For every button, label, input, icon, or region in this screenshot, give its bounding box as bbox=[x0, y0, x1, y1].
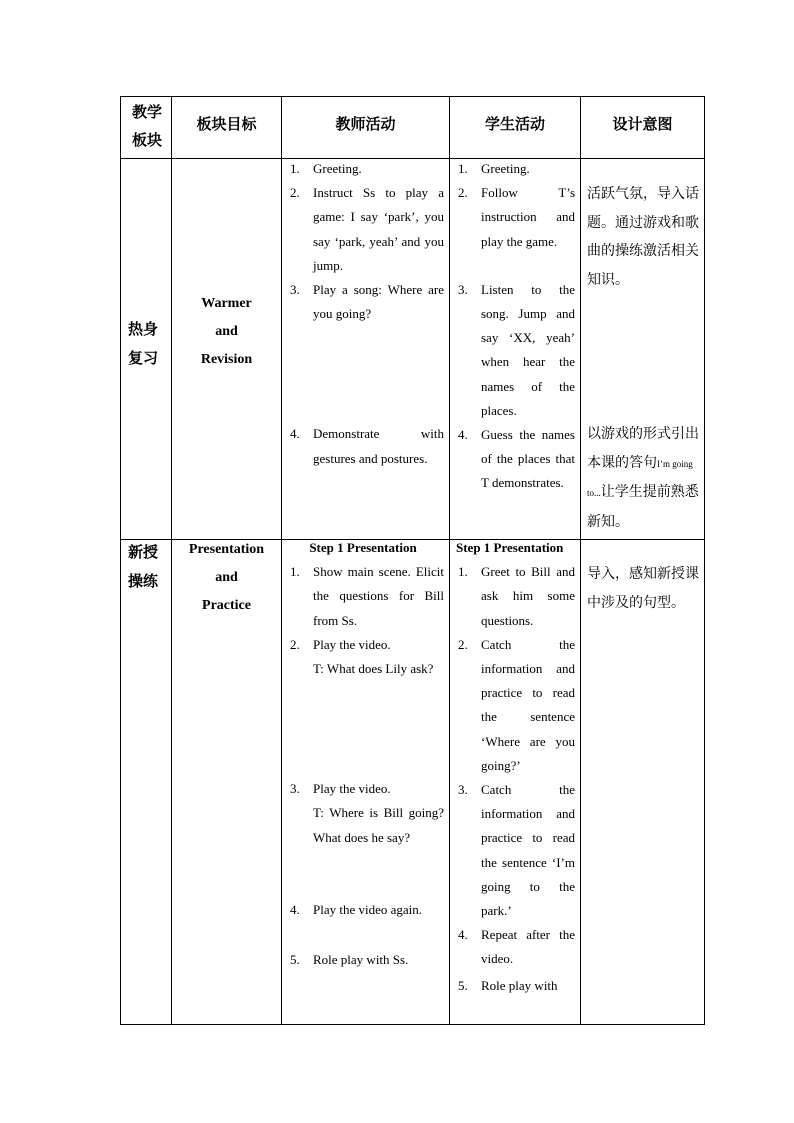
row2-goal-line: Presentation bbox=[188, 542, 265, 557]
list-item: 2. Instruct Ss to play a game: I say ‘park’, you say ‘park, yeah’ and you jump. bbox=[290, 185, 444, 273]
row2-goal bbox=[172, 536, 281, 620]
row2-goal-line: and bbox=[215, 570, 238, 585]
row1-teacher-activities bbox=[282, 157, 444, 471]
list-item: 1. Show main scene. Elicit the questions for Bill from Ss. bbox=[290, 564, 444, 628]
column-divider bbox=[580, 96, 581, 1025]
list-item: 1. Greet to Bill and ask him some questions. bbox=[458, 564, 575, 628]
row1-stage: 热身复习 bbox=[128, 320, 159, 367]
row1-goal bbox=[172, 290, 281, 374]
table-border-bottom bbox=[120, 1024, 705, 1025]
table-border-top bbox=[120, 96, 705, 97]
row2-intent: 导入，感知新授课中涉及的句型。 bbox=[587, 566, 699, 611]
list-item: 2. Catch the information and practice to read the sentence ‘Where are you going?’ bbox=[458, 636, 575, 773]
row2-teacher-activities bbox=[282, 536, 444, 972]
list-item: 3. Catch the information and practice to read the sentence ‘I’m going to the park.’ bbox=[458, 782, 575, 919]
lesson-plan-table bbox=[120, 96, 705, 1025]
list-item: 1. Greeting. bbox=[458, 161, 530, 176]
row1-student-activities bbox=[450, 157, 575, 496]
list-item: 5. Role play with Ss. bbox=[290, 952, 409, 968]
header-stage: 教学板块 bbox=[131, 103, 162, 149]
row2-goal-line: Practice bbox=[202, 598, 251, 613]
row1-goal-line: Warmer bbox=[201, 296, 252, 311]
row1-intent-2: 以游戏的形式引出本课的答句I’m going to...让学生提前熟悉新知。 bbox=[587, 426, 699, 530]
list-item: 4. Play the video again. bbox=[290, 901, 423, 917]
header-goal: 板块目标 bbox=[196, 115, 257, 133]
list-item: 2. Follow T’s instruction and play the game. bbox=[458, 185, 575, 249]
list-item: 3. Play a song: Where are you going? bbox=[290, 282, 444, 322]
row1-goal-line: Revision bbox=[200, 352, 253, 367]
list-item: 5. Role play with bbox=[458, 977, 558, 993]
list-item: 3. Listen to the song. Jump and say ‘XX, yeah’ when hear the names of the places. bbox=[458, 281, 575, 418]
table-border-right bbox=[704, 96, 705, 1025]
header-teacher-activity: 教师活动 bbox=[335, 115, 396, 133]
teacher-step-heading: Step 1 Presentation bbox=[309, 540, 417, 555]
list-item: 4. Demonstrate with gestures and postures. bbox=[290, 426, 444, 466]
list-item: 4. Guess the names of the places that T demonstrates. bbox=[458, 427, 575, 491]
row2-stage: 新授操练 bbox=[128, 543, 159, 590]
header-design-intent: 设计意图 bbox=[612, 115, 673, 133]
list-item: 2. Play the video. T: What does Lily ask? bbox=[290, 636, 434, 677]
row2-student-activities bbox=[450, 536, 575, 998]
list-item: 1. Greeting. bbox=[290, 161, 362, 176]
header-student-activity: 学生活动 bbox=[484, 115, 545, 133]
student-step-heading: Step 1 Presentation bbox=[456, 540, 564, 555]
row1-goal-line: and bbox=[215, 324, 238, 339]
row1-intent-1: 活跃气氛，导入话题。通过游戏和歌曲的操练激活相关知识。 bbox=[587, 186, 699, 288]
list-item: 3. Play the video. T: Where is Bill going? What does he say? bbox=[290, 781, 444, 845]
list-item: 4. Repeat after the video. bbox=[458, 927, 575, 967]
table-border-left bbox=[120, 96, 121, 1025]
